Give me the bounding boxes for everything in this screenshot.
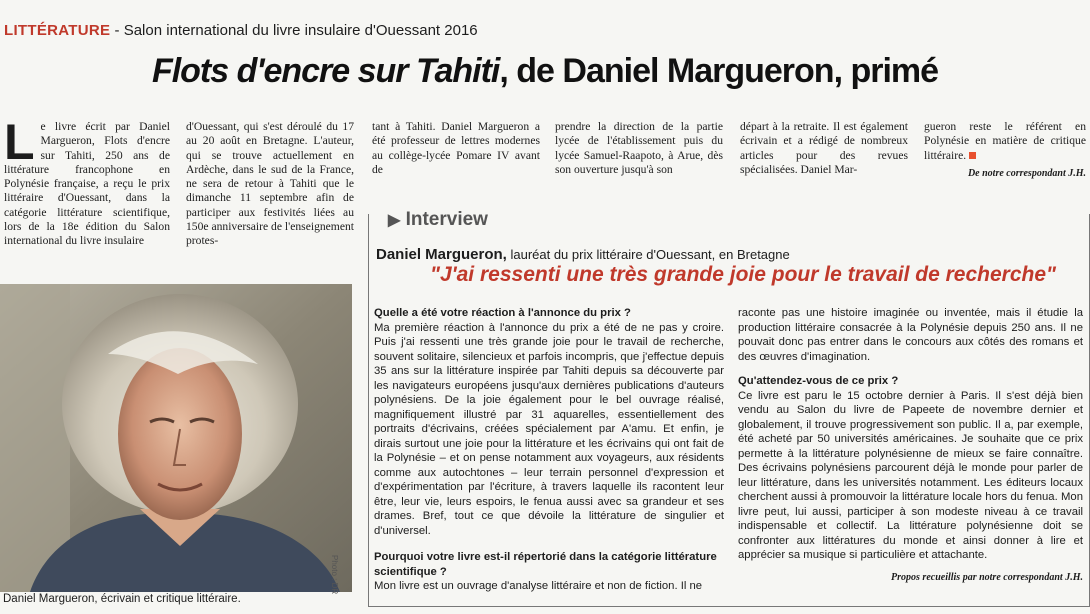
article-col-5 bbox=[740, 120, 908, 177]
article-col-4 bbox=[555, 120, 723, 177]
section-kicker bbox=[4, 22, 478, 39]
answer-2: Mon livre est un ouvrage d'analyse littéraire et non de fiction. Il ne bbox=[374, 580, 703, 592]
question-2: Pourquoi votre livre est-il répertorié dans la catégorie littérature scientifique ? bbox=[374, 551, 717, 578]
article-col-6 bbox=[924, 120, 1086, 181]
interviewee-name: Daniel Margueron, bbox=[376, 246, 507, 263]
article-text-4: prendre la direction de la partie lycée de l'établissement puis du lycée Samuel-Raapoto, à Arue, dès son ouverture jusqu'à son bbox=[555, 120, 723, 176]
interviewee-role: lauréat du prix littéraire d'Ouessant, en Bretagne bbox=[506, 247, 790, 262]
end-marker bbox=[969, 152, 976, 159]
article-text-5: départ à la retraite. Il est également écrivain et a rédigé de nombreux articles pour des revues spécialisées. Daniel Mar- bbox=[740, 120, 908, 176]
headline bbox=[0, 52, 1090, 91]
answer-3: Ce livre est paru le 15 octobre dernier à Paris. Il s'est déjà bien vendu au Salon du livre de Papeete de novembre dernier et globalement, il trouve progressivement son public. Il a, par exemple, été acheté par 50 universités américaines. Je souhaite que ce prix permette à la littérature polynésienne de mieux se faire connaître. Des écrivains polynésiens parcourent déjà le monde pour parler de leur littérature, dans les universités notamment. Les éditeurs locaux cherchent aussi à promouvoir la littérature locale hors du fenua. Mon livre peut, lui aussi, participer à son modeste niveau à ce travail indispensable et collectif. La littérature polynésienne doit se confronter aux littératures du monde et ainsi donner à lire et apprécier sa musique si particulière et attachante. bbox=[738, 389, 1083, 561]
kicker-text: Salon international du livre insulaire d'Ouessant 2016 bbox=[123, 22, 478, 39]
interview-col-left bbox=[374, 306, 724, 594]
article-col-3 bbox=[372, 120, 540, 177]
portrait-photo bbox=[0, 284, 352, 595]
interview-col-right bbox=[738, 306, 1083, 585]
article-col-2 bbox=[186, 120, 354, 249]
photo-credit: Photo : DR bbox=[330, 555, 339, 595]
question-3: Qu'attendez-vous de ce prix ? bbox=[738, 375, 899, 387]
section-label: LITTÉRATURE bbox=[4, 22, 111, 39]
headline-book-title: Flots d'encre sur Tahiti bbox=[151, 52, 500, 90]
article-text-6: gueron reste le référent en Polynésie en matière de critique littéraire. bbox=[924, 120, 1086, 162]
article-col-1 bbox=[4, 114, 170, 249]
article-signature: De notre correspondant J.H. bbox=[967, 167, 1086, 179]
answer-2-continued: raconte pas une histoire imaginée ou inventée, mais il étudie la production littéraire consacrée à la Polynésie depuis 250 ans. Il ne pouvait donc pas entrer dans le concours aux côtés des romans et des œuvres d'imagination. bbox=[738, 307, 1083, 363]
photo-caption: Daniel Margueron, écrivain et critique littéraire. bbox=[3, 593, 241, 605]
kicker-separator: - bbox=[110, 22, 124, 39]
interview-quote: "J'ai ressenti une très grande joie pour le travail de recherche" bbox=[430, 263, 1056, 286]
interview-subject bbox=[376, 246, 790, 263]
drop-cap: L bbox=[4, 114, 35, 170]
headline-rest: , de Daniel Margueron, primé bbox=[499, 52, 939, 90]
interview-signature: Propos recueillis par notre correspondant J.H. bbox=[891, 571, 1083, 583]
play-arrow-icon: ▶ bbox=[388, 212, 401, 229]
article-text-2: d'Ouessant, qui s'est déroulé du 17 au 20 août en Bretagne. L'auteur, qui se trouve actuellement en Ardèche, dans le sud de la France, ne sera de retour à Tahiti que le dimanche 11 septembre afin de participer aux festivités liées au 150e anniversaire de l'enseignement protes- bbox=[186, 120, 354, 248]
article-text-1: e livre écrit par Daniel Margueron, Flots d'encre sur Tahiti, 250 ans de littérature francophone en Polynésie française, a reçu le prix littéraire d'Ouessant, dans la catégorie littérature scientifique, lors de la 18e édition du Salon international du livre insulaire bbox=[4, 120, 170, 248]
interview-label: ▶ Interview bbox=[382, 209, 494, 231]
article-text-3: tant à Tahiti. Daniel Margueron a été professeur de lettres modernes au collège-lycée Pomare IV avant de bbox=[372, 120, 540, 176]
answer-1: Ma première réaction à l'annonce du prix a été de ne pas y croire. Puis j'ai ressenti une très grande joie pour le travail de recherche, souvent solitaire, silencieux et parfois incompris, que j'effectue depuis 35 ans sur la littérature inspirée par Tahiti depuis sa découverte par les navigateurs européens jusqu'aux dernières publications d'auteurs polynésiens. De la joie également pour le bel ouvrage réalisé, magnifiquement illustré par 31 aquarelles, essentiellement des portraits d'écrivains, créées spécialement par A'amu. Et enfin, je dirais surtout une joie pour la littérature et les écrivains qui ont fait de la Polynésie – et on pense notamment aux voyageurs, aux résidents comme aux autochtones – leur terrain personnel d'expression et d'expérimentation par l'écriture, à travers laquelle ils racontent leur être, leur vie, leurs espoirs, le fenua aussi avec sa grandeur et ses drames. Bref, tout ce que dévoile la littérature de singulier et d'universel. bbox=[374, 321, 724, 537]
portrait-illustration bbox=[0, 284, 352, 595]
question-1: Quelle a été votre réaction à l'annonce du prix ? bbox=[374, 307, 631, 319]
